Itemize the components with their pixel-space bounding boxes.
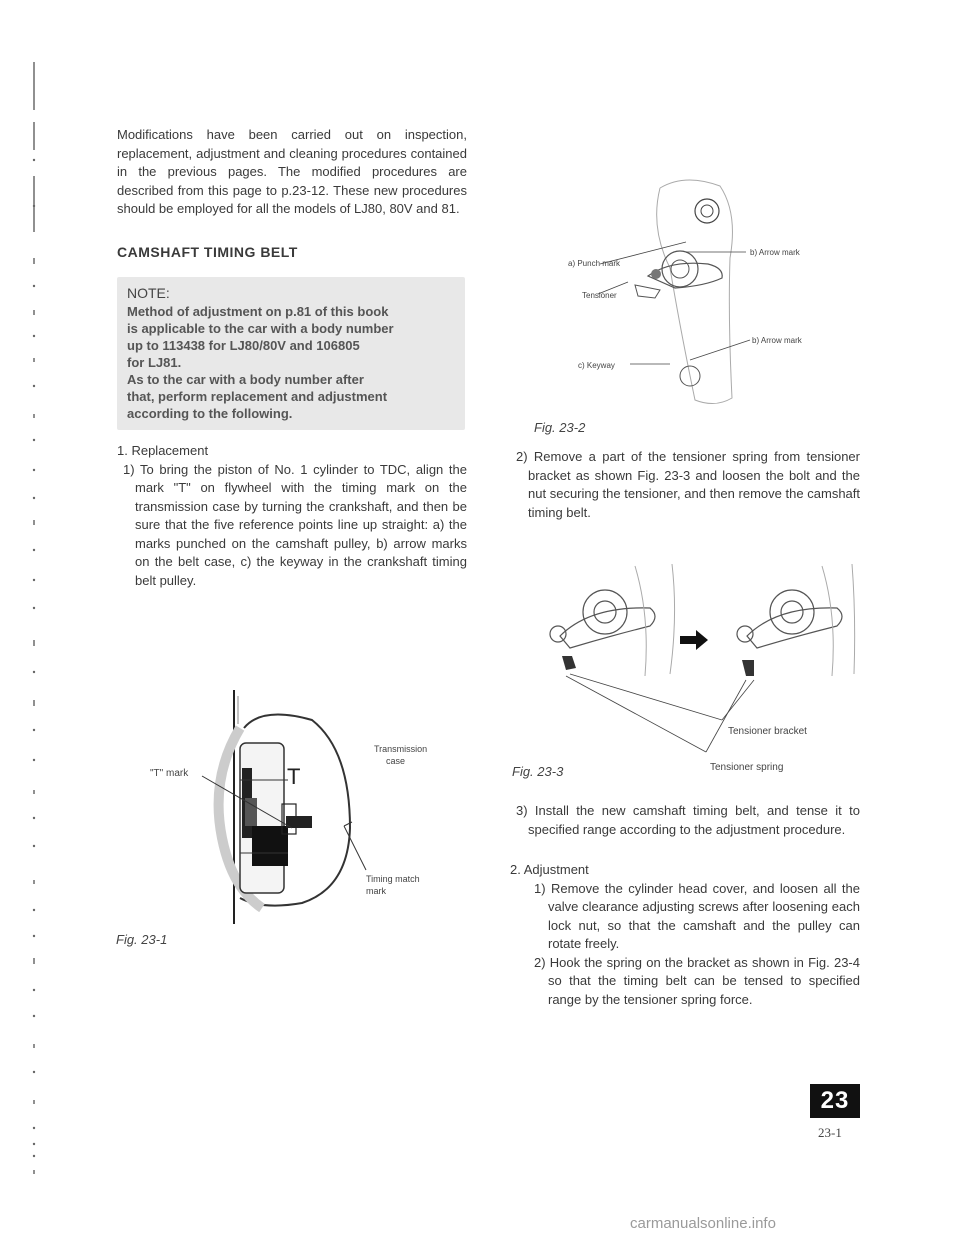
figure-23-1 — [112, 688, 472, 958]
transmission-case-label: Transmission — [374, 744, 428, 754]
right-column-upper — [510, 448, 860, 522]
figure-23-3 — [510, 556, 860, 779]
flywheel-timing-illustration — [112, 688, 472, 958]
t-letter: T — [287, 764, 301, 789]
tensioner-spring-label: Tensioner spring — [710, 762, 784, 773]
figure-23-1-caption: Fig. 23-1 — [116, 932, 168, 947]
replacement-heading: 1. Replacement — [117, 443, 209, 458]
margin-scan-marks — [0, 0, 80, 1242]
note-line: Method of adjustment on p.81 of this book — [127, 304, 389, 319]
camshaft-timing-marks-illustration — [510, 168, 860, 418]
replacement-step-2: 2) Remove a part of the tensioner spring from tensioner bracket as shown Fig. 23-3 and loosen the bolt and the nut securing the tensioner, and then remove the camshaft timing belt. — [516, 449, 860, 520]
punch-mark-label: a) Punch mark — [568, 259, 621, 268]
arrow-mark-label-1: b) Arrow mark — [750, 248, 800, 257]
left-column — [117, 126, 467, 590]
adjustment-step-2: 2) Hook the spring on the bracket as shown in Fig. 23-4 so that the timing belt can be tensed to specified range by the tensioner spring force. — [534, 954, 860, 1007]
arrow-mark-label-2: b) Arrow mark — [752, 336, 802, 345]
intro-paragraph: Modifications have been carried out on inspection, replacement, adjustment and cleaning procedures contained in the previous pages. The modified procedures are described from this page to p.23-12. These new procedures should be employed for all the models of LJ80, 80V and 81. — [117, 127, 467, 216]
timing-match-label: Timing match — [366, 874, 420, 884]
watermark: carmanualsonline.info — [630, 1215, 776, 1232]
section-heading: CAMSHAFT TIMING BELT — [117, 243, 298, 260]
chapter-tab: 23 — [810, 1084, 860, 1118]
adjustment-step-1: 1) Remove the cylinder head cover, and loosen all the valve clearance adjusting screws after loosening each lock nut, so that the camshaft and the pulley can rotate freely. — [534, 880, 860, 951]
figure-23-2-caption: Fig. 23-2 — [534, 420, 586, 435]
note-line: according to the following. — [127, 406, 293, 421]
note-line: for LJ81. — [127, 355, 182, 370]
figure-23-2 — [510, 168, 860, 435]
tensioner-label: Tensioner — [582, 291, 617, 300]
page-number: 23-1 — [818, 1125, 842, 1140]
keyway-label: c) Keyway — [578, 361, 615, 370]
note-line: up to 113438 for LJ80/80V and 106805 — [127, 338, 360, 353]
note-line: As to the car with a body number after — [127, 372, 364, 387]
note-line: that, perform replacement and adjustment — [127, 389, 388, 404]
tensioner-bracket-label: Tensioner bracket — [728, 726, 807, 737]
adjustment-heading: 2. Adjustment — [510, 862, 589, 877]
replacement-step-3: 3) Install the new camshaft timing belt, and tense it to specified range according to the adjustment procedure. — [516, 803, 860, 837]
note-title: NOTE: — [127, 285, 170, 301]
t-mark-label: "T" mark — [150, 768, 189, 779]
note-line: is applicable to the car with a body number — [127, 321, 394, 336]
note-box — [117, 277, 465, 430]
figure-23-3-caption: Fig. 23-3 — [512, 764, 564, 779]
right-column-lower — [510, 802, 860, 1009]
replacement-step-1: 1) To bring the piston of No. 1 cylinder to TDC, align the mark "T" on flywheel with the timing mark on the transmission case by turning the crankshaft, and then be sure that the five reference points line up straight: a) the marks punched on the camshaft pulley, b) arrow marks on the belt case, c) the keyway in the crankshaft timing belt pulley. — [123, 461, 467, 588]
tensioner-spring-illustration — [510, 556, 860, 776]
timing-match-label-2: mark — [366, 886, 386, 896]
transmission-case-label-2: case — [386, 756, 406, 766]
